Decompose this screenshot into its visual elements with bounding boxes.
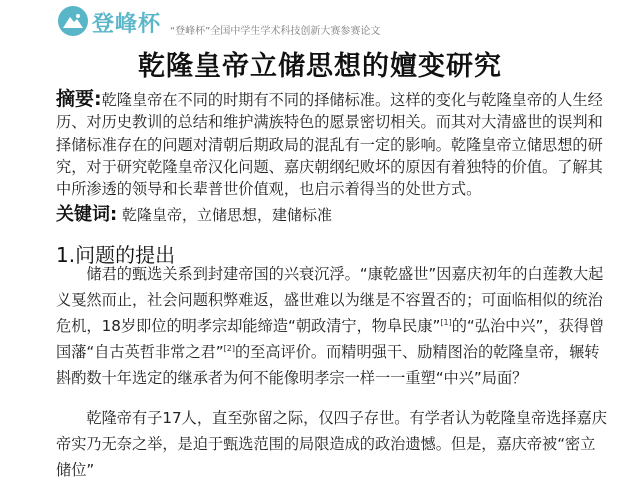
page-header — [0, 0, 640, 42]
paper-title: 乾隆皇帝立储思想的嬗变研究 — [138, 51, 502, 82]
mountain-icon-svg — [62, 12, 84, 30]
keywords-text: 乾隆皇帝，立储思想，建储标准 — [121, 206, 332, 224]
abstract-text: 乾隆皇帝在不同的时期有不同的择储标准。这样的变化与乾隆皇帝的人生经历、对历史教训的总结和维护满族特色的愿景密切相关。而其对大清盛世的误判和择储标准存在的问题对清朝后期政局的混乱有一定的影响。乾隆皇帝立储思想的研究，对于研究乾隆皇帝汉化问题、嘉庆朝纲纪败坏的原因有着独特的价值。了解其中所渗透的领导和长辈普世价值观，也启示着得当的处世方式。 — [56, 91, 603, 199]
paragraph-1-part-3: 的至高评价。而精明强干、励精图治的乾隆皇帝，辗转斟酌数十年选定的继承者为何不能像明孝宗一样一一重塑“中兴”局面？ — [56, 343, 600, 387]
header-subtitle: “登峰杯”全国中学生学术科技创新大赛参赛论文 — [170, 26, 381, 37]
mountain-icon — [58, 6, 88, 36]
abstract-block — [56, 88, 604, 200]
logo-name: 登峰杯 — [92, 12, 162, 37]
section-heading: 1.问题的提出 — [56, 243, 176, 267]
paragraph-2: 乾隆帝有子17人，直至弥留之际，仅四子存世。有学者认为乾隆皇帝选择嘉庆帝实乃无奈之举，是迫于甄选范围的局限造成的政治遗憾。但是，嘉庆帝被“密立储位” — [56, 409, 607, 479]
keywords-label: 关键词: — [56, 204, 118, 225]
citation-ref-1: [1] — [440, 318, 452, 327]
paragraph-1-part-1: 储君的甄选关系到封建帝国的兴衰沉浮。“康乾盛世”因嘉庆初年的白莲教大起义戛然而止，社会问题积弊难返，盛世难以为继是不容置否的；可面临相似的统治危机，18岁即位的明孝宗却能缔造“朝政清宁，物阜民康” — [56, 265, 604, 335]
paragraph-1 — [56, 261, 608, 391]
citation-ref-2: [2] — [223, 344, 235, 353]
keywords-block — [56, 204, 604, 226]
paragraph-1-part-2: 的“弘治中兴”，获得曾国藩“自古英哲非常之君” — [56, 317, 605, 361]
abstract-label: 摘要: — [56, 88, 102, 110]
